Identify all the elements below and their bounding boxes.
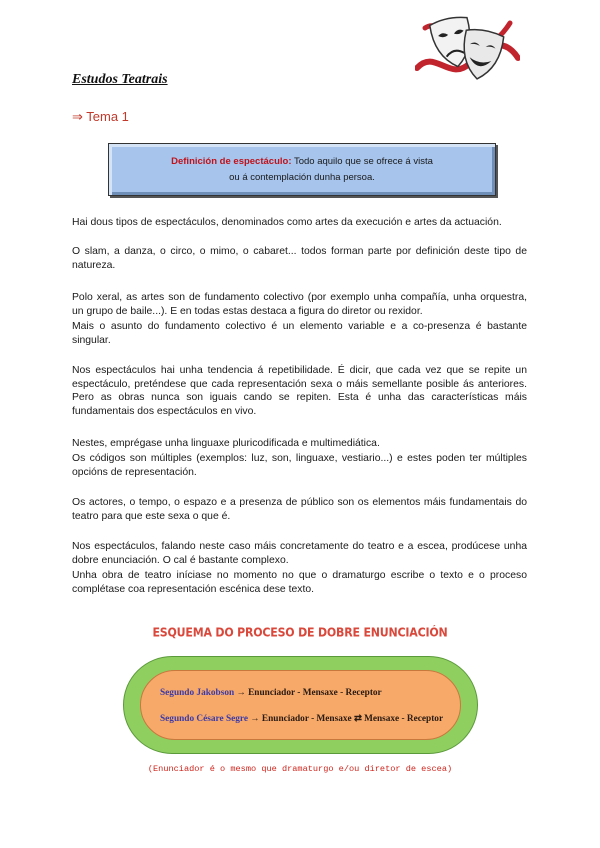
definition-colon: : xyxy=(288,155,292,167)
topic-heading: ⇒ Tema 1 xyxy=(72,109,129,124)
paragraph: Unha obra de teatro iníciase no momento no que o dramaturgo escribe o texto e o proceso complétase coa representación escénica dese texto. xyxy=(72,570,527,595)
paragraph: Hai dous tipos de espectáculos, denominados como artes da execución e artes da actuación. xyxy=(72,217,502,228)
scheme-chain-jakobson: → Enunciador - Mensaxe - Receptor xyxy=(234,688,382,698)
theatre-masks-icon xyxy=(415,8,520,93)
paragraph: Mais o asunto do fundamento colectivo é un elemento variable e a co-presenza é bastante singular. xyxy=(72,321,527,346)
paragraph: Os actores, o tempo, o espazo e a presenza de público son os elementos máis fundamentais do teatro para que este sexa o que é. xyxy=(72,497,527,522)
paragraph: Nos espectáculos hai unha tendencia á repetibilidade. É dicir, que cada vez que se repite un espectáculo, preténdese que cada representación sexa o máis semellante posible ás anteriores. Pero as obras nunca son iguais cando se repiten. Esta é unha das características máis fundamentais dos espectáculos en vivo. xyxy=(72,365,527,418)
definition-text-1: Todo aquilo que se ofrece á vista xyxy=(291,155,433,167)
paragraph: O slam, a danza, o circo, o mimo, o cabaret... todos forman parte por definición deste tipo de natureza. xyxy=(72,246,527,271)
scheme-note: (Enunciador é o mesmo que dramaturgo e/ou diretor de escea) xyxy=(147,764,453,774)
scheme-inner-oval xyxy=(140,670,461,740)
scheme-line-segre xyxy=(160,713,443,724)
scheme-author-jakobson: Segundo Jakobson xyxy=(160,688,235,698)
definition-line-1 xyxy=(171,154,433,170)
definition-term: Definición de espectáculo xyxy=(171,155,289,167)
scheme-author-segre: Segundo Césare Segre xyxy=(160,714,248,724)
scheme-line-jakobson xyxy=(160,688,382,698)
scheme-chain-segre: → Enunciador - Mensaxe ⇄ Mensaxe - Receptor xyxy=(247,714,444,724)
paragraph: Os códigos son múltiples (exemplos: luz, son, linguaxe, vestiario...) e estes poden ter múltiples opcións de representación. xyxy=(72,453,527,478)
definition-box xyxy=(108,143,496,196)
document-title: Estudos Teatrais xyxy=(72,72,168,87)
paragraph: Polo xeral, as artes son de fundamento colectivo (por exemplo unha compañía, unha orquestra, un grupo de baile...). E en todas estas destaca a figura do diretor ou rexidor. xyxy=(72,292,527,317)
scheme-title: ESQUEMA DO PROCESO DE DOBRE ENUNCIACIÓN xyxy=(152,625,448,640)
paragraph: Nos espectáculos, falando neste caso máis concretamente do teatro e a escea, prodúcese unha dobre enunciación. O cal é bastante complexo. xyxy=(72,541,527,566)
definition-text-2: ou á contemplación dunha persoa. xyxy=(229,171,375,183)
paragraph: Nestes, emprégase unha linguaxe pluricodificada e multimediática. xyxy=(72,438,380,449)
